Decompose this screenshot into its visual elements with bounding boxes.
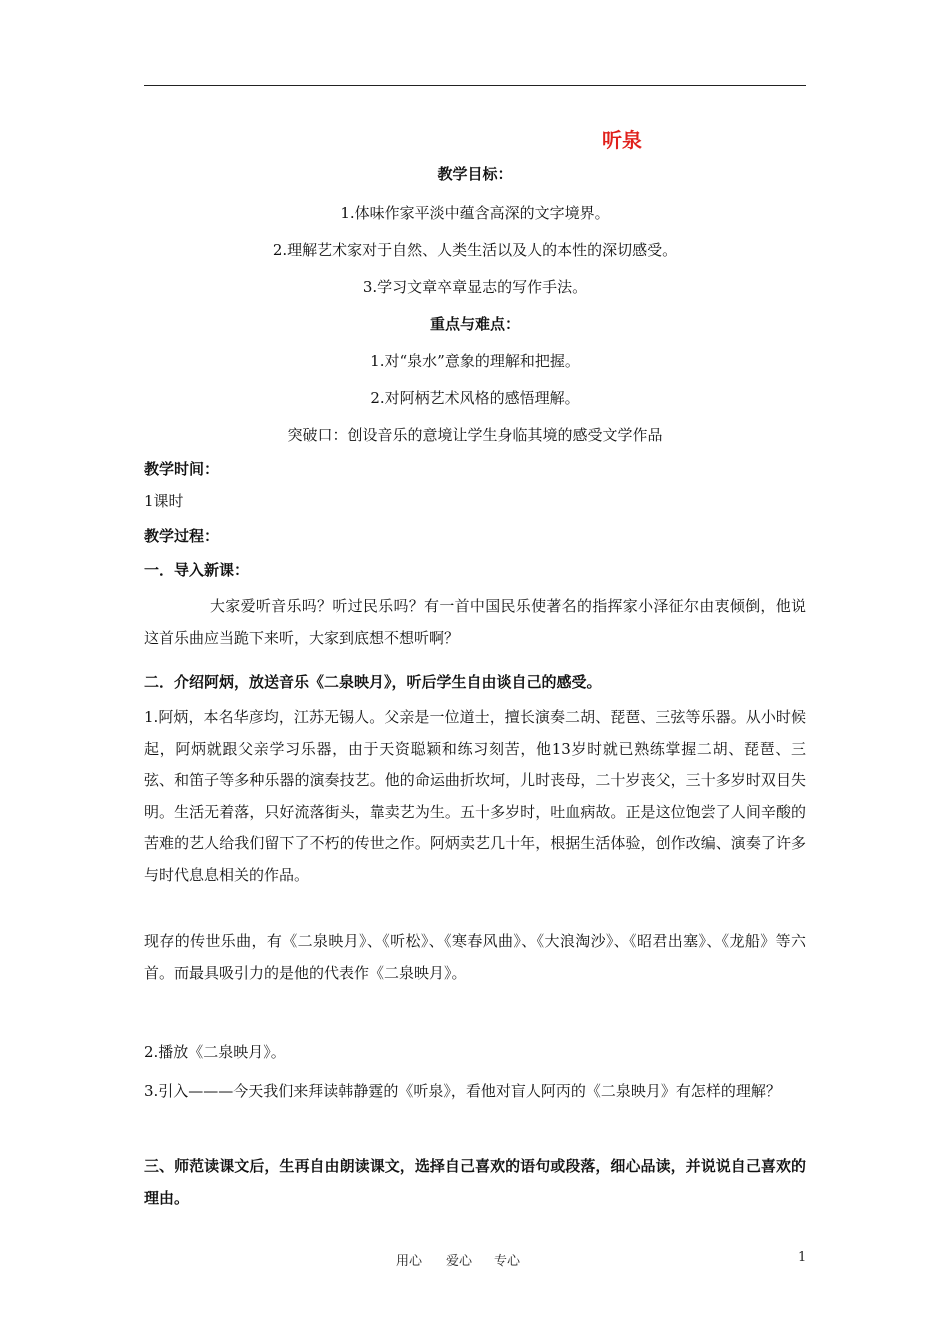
objective-item: 1.体味作家平淡中蕴含高深的文字境界。 (340, 204, 610, 222)
time-heading: 教学时间： (144, 460, 220, 478)
key-points-heading: 重点与难点： (429, 315, 520, 333)
key-point-item: 2.对阿柄艺术风格的感悟理解。 (370, 389, 580, 407)
footer-motto: 爱心 (446, 1254, 473, 1269)
intro-reading-paragraph: 3.引入———今天我们来拜读韩静霆的《听泉》，看他对盲人阿丙的《二泉映月》有怎样的理解？ (144, 1082, 781, 1100)
bio-paragraph: 1.阿炳，本名华彦均，江苏无锡人。父亲是一位道士，擅长演奏二胡、琵琶、三弦等乐器。从小时候起，阿炳就跟父亲学习乐器，由于天资聪颖和练习刻苦，他13岁时就已熟练掌握二胡、琵琶、三弦、和笛子等多种乐器的演奏技艺。他的命运曲折坎坷，儿时丧母，二十岁丧父，三十多岁时双目失明。生活无着落，只好流落街头，靠卖艺为生。五十多岁时，吐血病故。正是这位饱尝了人间辛酸的苦难的艺人给我们留下了不朽的传世之作。阿炳卖艺几十年，根据生活体验，创作改编、演奏了许多与时代息息相关的作品。 (144, 708, 806, 884)
time-value: 1课时 (144, 492, 184, 510)
section-heading: 三、师范读课文后，生再自由朗读课文，选择自己喜欢的语句或段落，细心品读，并说说自己喜欢的理由。 (144, 1157, 806, 1207)
section-heading: 一．导入新课： (144, 561, 250, 579)
page-title: 听泉 (602, 128, 642, 152)
key-point-item: 1.对“泉水”意象的理解和把握。 (370, 352, 580, 370)
process-heading: 教学过程： (144, 527, 220, 545)
breakthrough-text: 突破口：创设音乐的意境让学生身临其境的感受文学作品 (287, 426, 663, 444)
section-heading: 二．介绍阿炳，放送音乐《二泉映月》，听后学生自由谈自己的感受。 (144, 673, 602, 691)
objectives-heading: 教学目标： (437, 165, 513, 183)
footer-motto: 用心 (396, 1254, 423, 1269)
intro-paragraph: 大家爱听音乐吗？听过民乐吗？有一首中国民乐使著名的指挥家小泽征尔由衷倾倒，他说这首乐曲应当跪下来听，大家到底想不想听啊？ (144, 597, 806, 647)
header-rule (144, 85, 806, 86)
play-paragraph: 2.播放《二泉映月》。 (144, 1043, 286, 1061)
footer-motto: 专心 (494, 1254, 521, 1269)
works-paragraph: 现存的传世乐曲，有《二泉映月》、《听松》、《寒春风曲》、《大浪淘沙》、《昭君出塞》、《龙船》等六首。而最具吸引力的是他的代表作《二泉映月》。 (144, 932, 806, 982)
page-number: 1 (798, 1250, 807, 1265)
objective-item: 2.理解艺术家对于自然、人类生活以及人的本性的深切感受。 (272, 241, 678, 259)
objective-item: 3.学习文章卒章显志的写作手法。 (362, 278, 588, 296)
